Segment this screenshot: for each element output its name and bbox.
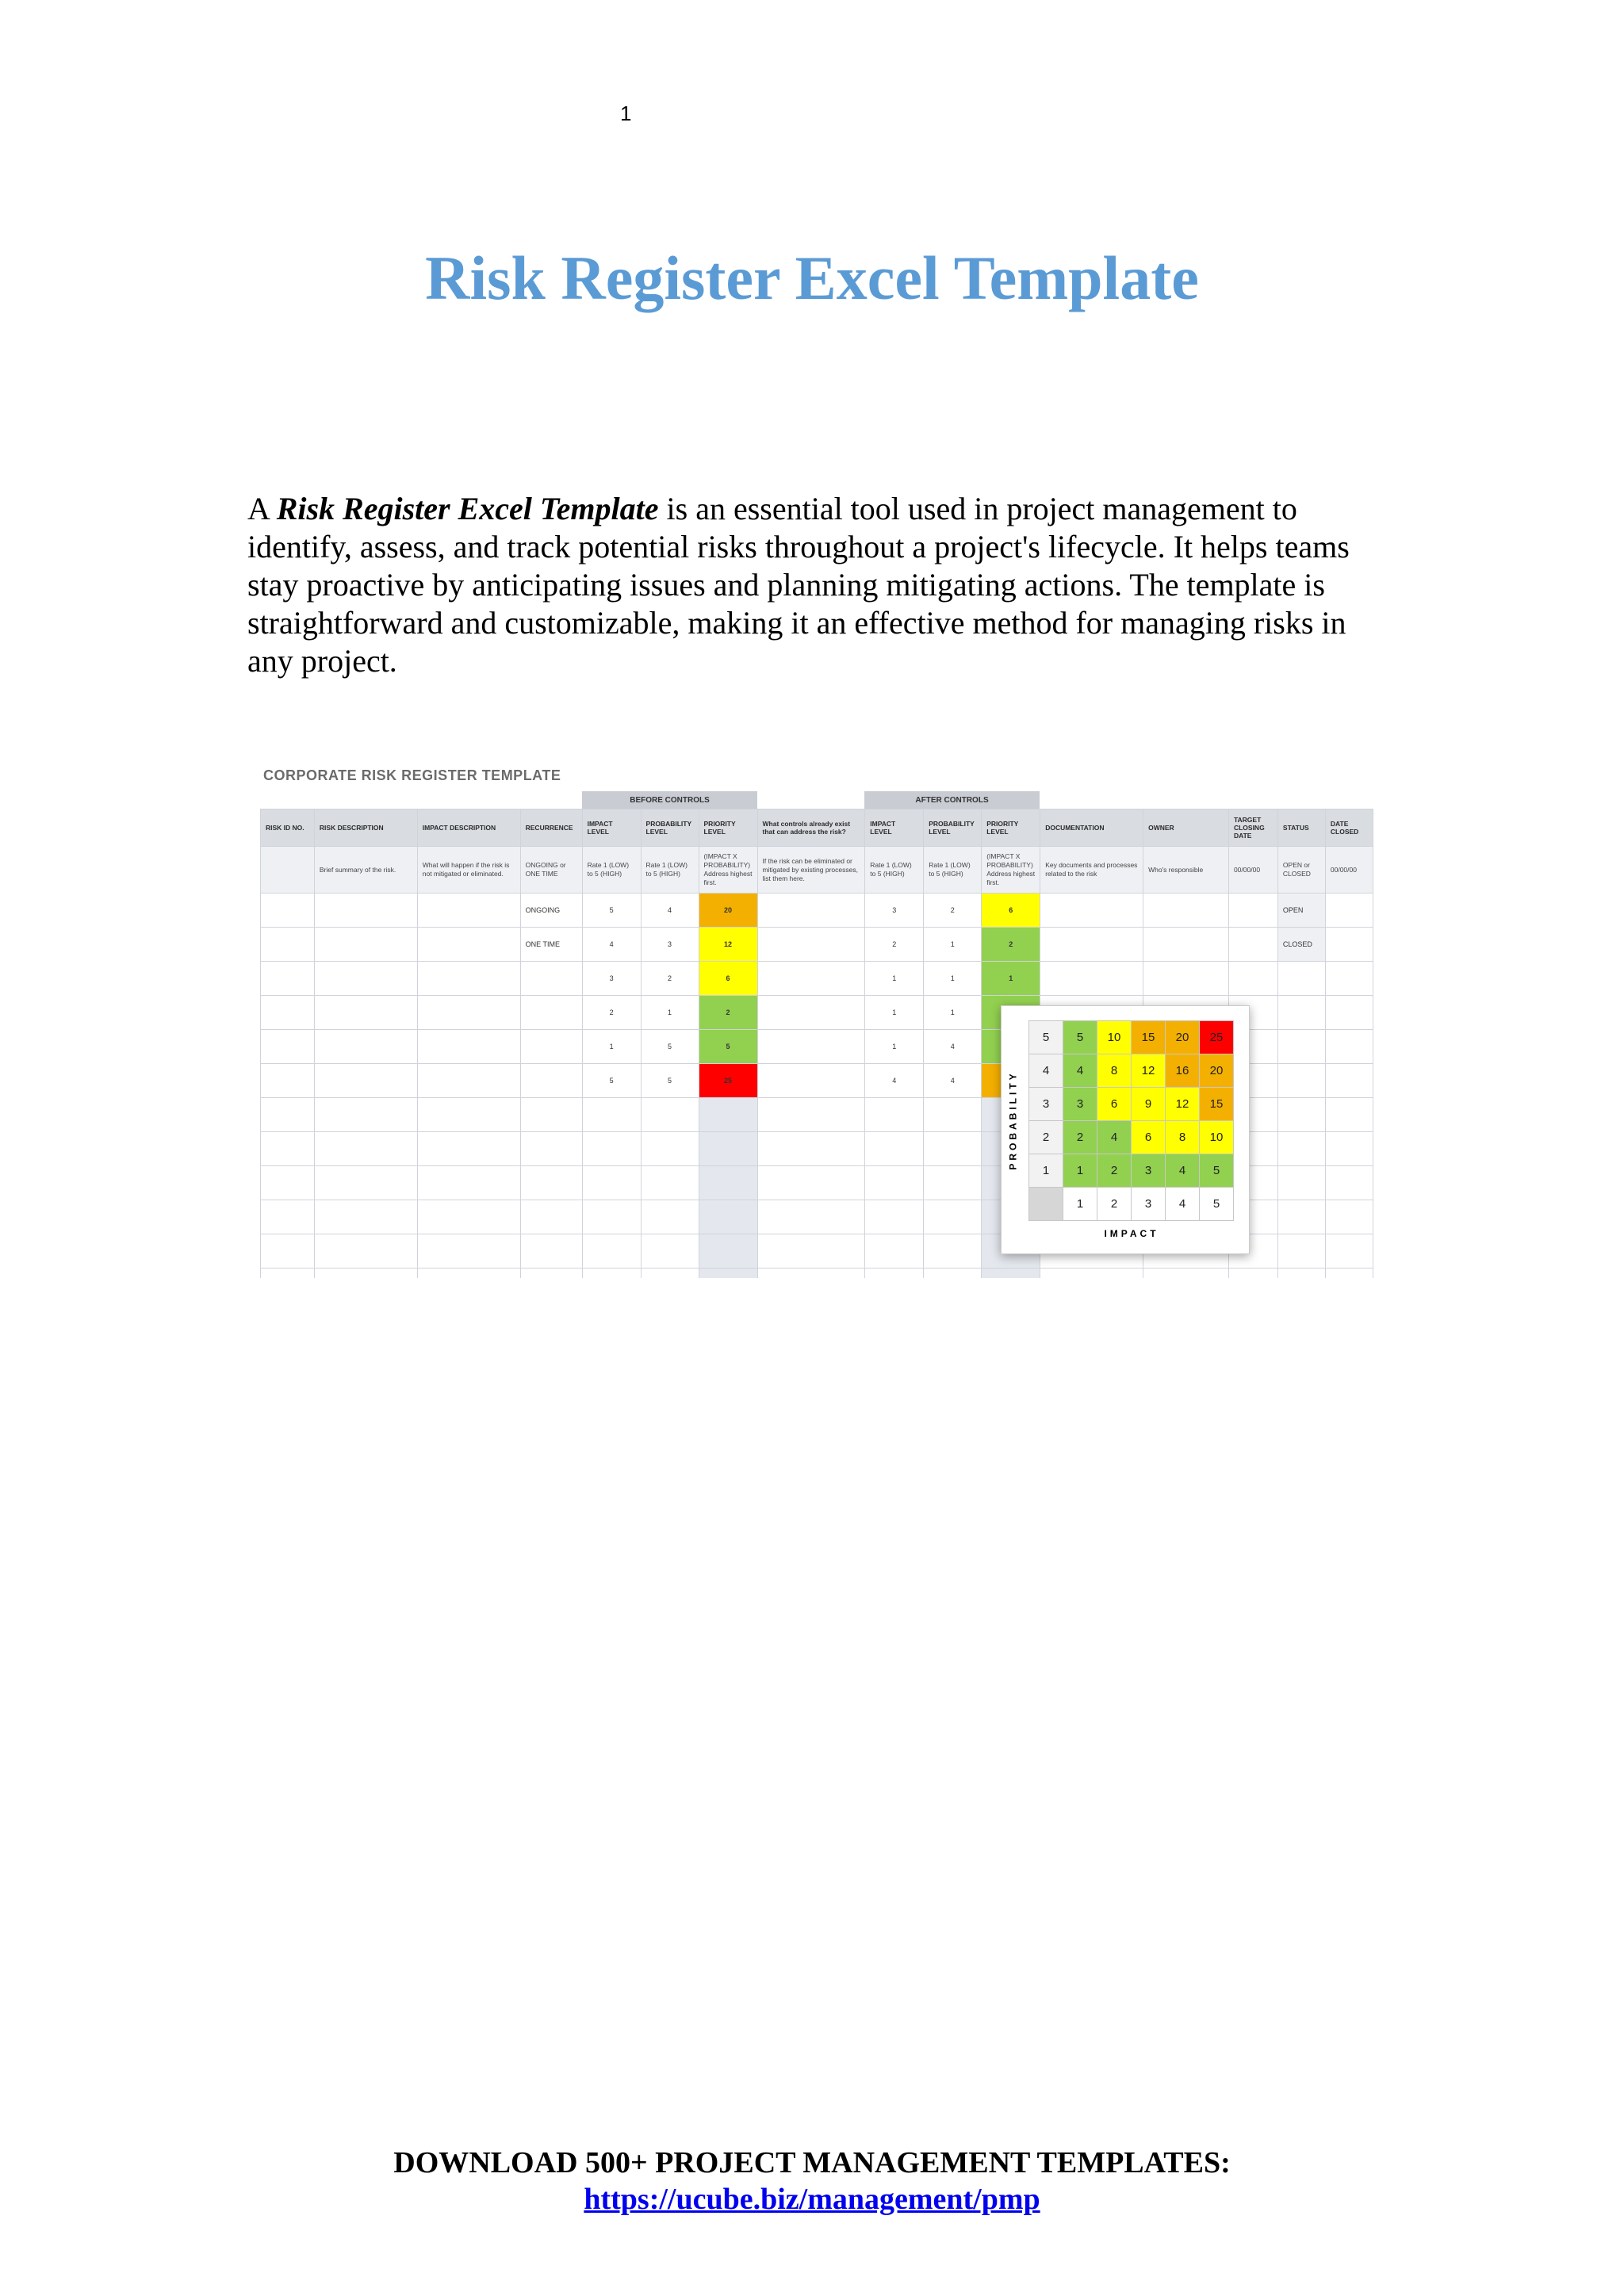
- table-cell: [582, 1200, 641, 1234]
- table-cell: [641, 1269, 699, 1279]
- column-header: DATE CLOSED: [1325, 809, 1373, 847]
- table-cell: [261, 1234, 315, 1269]
- table-cell: 1: [924, 962, 982, 996]
- heat-map-cell: 8: [1166, 1121, 1200, 1154]
- table-cell: [1325, 1234, 1373, 1269]
- heat-map-cell: 10: [1200, 1121, 1234, 1154]
- table-cell: [1325, 1200, 1373, 1234]
- table-cell: [314, 996, 417, 1030]
- heat-map-cell: 1: [1063, 1154, 1097, 1188]
- table-cell: [757, 1200, 865, 1234]
- table-cell: [641, 1200, 699, 1234]
- table-cell: 5: [582, 1064, 641, 1098]
- column-header: RECURRENCE: [520, 809, 582, 847]
- table-cell: [314, 1269, 417, 1279]
- table-cell: [1325, 928, 1373, 962]
- table-cell: 3: [865, 894, 924, 928]
- table-cell: [1040, 962, 1143, 996]
- table-cell: [417, 996, 520, 1030]
- heat-map-cell: 12: [1132, 1054, 1166, 1088]
- heat-map-cell: 20: [1200, 1054, 1234, 1088]
- table-cell: [924, 1166, 982, 1200]
- table-cell: [314, 1200, 417, 1234]
- table-cell: [699, 1234, 757, 1269]
- table-cell: [261, 1132, 315, 1166]
- probability-label: 1: [1029, 1154, 1063, 1188]
- table-cell: [261, 962, 315, 996]
- table-header-row: [261, 809, 1373, 847]
- table-cell: [924, 1200, 982, 1234]
- table-cell: [417, 1132, 520, 1166]
- table-cell: [757, 894, 865, 928]
- table-cell: [417, 1098, 520, 1132]
- table-cell: [582, 1166, 641, 1200]
- table-cell: [1277, 1098, 1325, 1132]
- column-header: TARGET CLOSING DATE: [1228, 809, 1277, 847]
- table-cell: [417, 1030, 520, 1064]
- table-cell: [314, 1098, 417, 1132]
- table-cell: [1277, 1030, 1325, 1064]
- column-description: OPEN or CLOSED: [1277, 847, 1325, 894]
- table-cell: [699, 1269, 757, 1279]
- table-cell: [1325, 894, 1373, 928]
- table-cell: ONGOING: [520, 894, 582, 928]
- table-cell: [314, 928, 417, 962]
- table-cell: 12: [699, 928, 757, 962]
- table-description-row: [261, 847, 1373, 894]
- heat-map-cell: 16: [1166, 1054, 1200, 1088]
- heat-map-cell: 5: [1063, 1021, 1097, 1054]
- table-cell: 4: [582, 928, 641, 962]
- table-cell: [1277, 1166, 1325, 1200]
- table-cell: [757, 1234, 865, 1269]
- table-cell: [520, 1166, 582, 1200]
- table-cell: [1277, 1234, 1325, 1269]
- heat-map-row: [1029, 1021, 1234, 1054]
- heat-map-cell: 4: [1166, 1154, 1200, 1188]
- table-cell: 5: [582, 894, 641, 928]
- table-cell: [757, 1098, 865, 1132]
- table-cell: [417, 1234, 520, 1269]
- heat-map-row: [1029, 1154, 1234, 1188]
- table-cell: [314, 962, 417, 996]
- probability-label: 5: [1029, 1021, 1063, 1054]
- column-description: 00/00/00: [1228, 847, 1277, 894]
- column-description: ONGOING or ONE TIME: [520, 847, 582, 894]
- table-cell: [417, 1064, 520, 1098]
- table-cell: 1: [924, 996, 982, 1030]
- probability-label: 2: [1029, 1121, 1063, 1154]
- heat-map-cell: 6: [1132, 1121, 1166, 1154]
- table-cell: [1040, 1269, 1143, 1279]
- download-cta: DOWNLOAD 500+ PROJECT MANAGEMENT TEMPLATES:: [393, 2146, 1231, 2179]
- heat-map-cell: 4: [1063, 1054, 1097, 1088]
- table-cell: 1: [865, 1030, 924, 1064]
- probability-label: 4: [1029, 1054, 1063, 1088]
- probability-label: 3: [1029, 1088, 1063, 1121]
- table-cell: [1277, 962, 1325, 996]
- table-cell: [699, 1200, 757, 1234]
- heat-map-row: [1029, 1088, 1234, 1121]
- table-cell: 3: [582, 962, 641, 996]
- column-description: Key documents and processes related to the risk: [1040, 847, 1143, 894]
- heat-map-cell: 15: [1200, 1088, 1234, 1121]
- table-cell: [261, 996, 315, 1030]
- table-cell: [1325, 1132, 1373, 1166]
- table-cell: [1277, 996, 1325, 1030]
- page-title: Risk Register Excel Template: [425, 243, 1199, 312]
- table-cell: [520, 1098, 582, 1132]
- impact-label: 1: [1063, 1188, 1097, 1221]
- column-description: 00/00/00: [1325, 847, 1373, 894]
- table-cell: [520, 1234, 582, 1269]
- column-header: PRIORITY LEVEL: [699, 809, 757, 847]
- table-cell: 2: [865, 928, 924, 962]
- table-cell: [699, 1098, 757, 1132]
- table-cell: 1: [865, 962, 924, 996]
- column-header: What controls already exist that can address the risk?: [757, 809, 865, 847]
- sheet-title: CORPORATE RISK REGISTER TEMPLATE: [263, 767, 561, 783]
- heat-map-cell: 12: [1166, 1088, 1200, 1121]
- column-header: DOCUMENTATION: [1040, 809, 1143, 847]
- table-cell: [757, 996, 865, 1030]
- impact-label: 5: [1200, 1188, 1234, 1221]
- table-cell: [261, 1166, 315, 1200]
- table-cell: [261, 1064, 315, 1098]
- table-cell: [1325, 996, 1373, 1030]
- table-cell: [865, 1166, 924, 1200]
- column-header: RISK ID NO.: [261, 809, 315, 847]
- table-cell: [1040, 928, 1143, 962]
- table-cell: 1: [641, 996, 699, 1030]
- heat-map-cell: 6: [1097, 1088, 1132, 1121]
- table-cell: 3: [641, 928, 699, 962]
- table-cell: [1325, 1064, 1373, 1098]
- table-cell: 2: [699, 996, 757, 1030]
- table-cell: 2: [924, 894, 982, 928]
- table-cell: [417, 1269, 520, 1279]
- table-cell: 4: [924, 1030, 982, 1064]
- table-cell: [520, 962, 582, 996]
- table-cell: [699, 1166, 757, 1200]
- table-cell: [757, 962, 865, 996]
- probability-axis-label: PROBABILITY: [1008, 1070, 1019, 1170]
- table-cell: [582, 1234, 641, 1269]
- column-header: STATUS: [1277, 809, 1325, 847]
- table-cell: [1143, 894, 1229, 928]
- table-cell: 6: [982, 894, 1040, 928]
- table-cell: [582, 1132, 641, 1166]
- table-cell: 20: [699, 894, 757, 928]
- table-cell: 2: [582, 996, 641, 1030]
- intro-article: A: [247, 491, 277, 526]
- column-description: Rate 1 (LOW) to 5 (HIGH): [924, 847, 982, 894]
- table-cell: [261, 1269, 315, 1279]
- table-cell: [1277, 1064, 1325, 1098]
- table-cell: 5: [641, 1064, 699, 1098]
- table-cell: [1325, 1269, 1373, 1279]
- heat-map-cell: 5: [1200, 1154, 1234, 1188]
- heat-map-corner: [1029, 1188, 1063, 1221]
- column-header: IMPACT LEVEL: [582, 809, 641, 847]
- table-row: [261, 1269, 1373, 1279]
- column-description: [261, 847, 315, 894]
- table-cell: [417, 894, 520, 928]
- table-cell: 6: [699, 962, 757, 996]
- table-cell: 5: [641, 1030, 699, 1064]
- heat-map-row: [1029, 1121, 1234, 1154]
- column-description: What will happen if the risk is not mitigated or eliminated.: [417, 847, 520, 894]
- table-cell: 1: [865, 996, 924, 1030]
- table-cell: 1: [582, 1030, 641, 1064]
- table-cell: [1228, 894, 1277, 928]
- table-cell: CLOSED: [1277, 928, 1325, 962]
- table-cell: [582, 1269, 641, 1279]
- table-cell: [1040, 894, 1143, 928]
- table-cell: [1277, 1132, 1325, 1166]
- table-cell: [757, 1166, 865, 1200]
- heat-map-cell: 9: [1132, 1088, 1166, 1121]
- table-cell: [865, 1234, 924, 1269]
- column-header: OWNER: [1143, 809, 1229, 847]
- table-cell: [1143, 962, 1229, 996]
- table-cell: [757, 1269, 865, 1279]
- intro-body: is an essential tool used in project management to identify, assess, and track potential risks throughout a project's lifecycle. It helps teams stay proactive by anticipating issues and planning mitigating actions. The template is straightforward and customizable, making it an effective method for managing risks in any project.: [247, 491, 1350, 679]
- table-cell: 1: [924, 928, 982, 962]
- impact-label: 3: [1132, 1188, 1166, 1221]
- table-cell: [924, 1234, 982, 1269]
- table-cell: [314, 1166, 417, 1200]
- table-cell: [314, 894, 417, 928]
- table-cell: [924, 1098, 982, 1132]
- table-cell: [924, 1269, 982, 1279]
- before-controls-group-header: BEFORE CONTROLS: [582, 791, 757, 809]
- column-header: IMPACT LEVEL: [865, 809, 924, 847]
- table-cell: [520, 1200, 582, 1234]
- column-header: IMPACT DESCRIPTION: [417, 809, 520, 847]
- table-cell: [261, 894, 315, 928]
- heat-map-cell: 2: [1097, 1154, 1132, 1188]
- heat-map-cell: 10: [1097, 1021, 1132, 1054]
- table-cell: [757, 1132, 865, 1166]
- table-cell: [865, 1132, 924, 1166]
- heat-map-cell: 4: [1097, 1121, 1132, 1154]
- table-cell: [417, 928, 520, 962]
- table-cell: [261, 928, 315, 962]
- table-cell: [261, 1098, 315, 1132]
- column-header: PROBABILITY LEVEL: [924, 809, 982, 847]
- impact-label: 4: [1166, 1188, 1200, 1221]
- heat-map-row: [1029, 1054, 1234, 1088]
- table-cell: 5: [699, 1030, 757, 1064]
- column-description: (IMPACT X PROBABILITY) Address highest first.: [699, 847, 757, 894]
- intro-paragraph: [247, 490, 1389, 680]
- table-cell: 4: [924, 1064, 982, 1098]
- table-cell: [1228, 1269, 1277, 1279]
- table-cell: [1277, 1269, 1325, 1279]
- heat-map-cell: 3: [1132, 1154, 1166, 1188]
- download-link[interactable]: https://ucube.biz/management/pmp: [584, 2183, 1040, 2216]
- table-cell: [261, 1200, 315, 1234]
- column-description: Who's responsible: [1143, 847, 1229, 894]
- table-cell: 4: [641, 894, 699, 928]
- table-row: [261, 962, 1373, 996]
- table-cell: [1325, 1098, 1373, 1132]
- table-cell: [520, 1269, 582, 1279]
- heat-map-cell: 2: [1063, 1121, 1097, 1154]
- table-cell: 2: [641, 962, 699, 996]
- table-cell: [314, 1132, 417, 1166]
- table-cell: [982, 1269, 1040, 1279]
- table-cell: [641, 1166, 699, 1200]
- risk-heat-map: [1001, 1005, 1250, 1254]
- table-cell: [865, 1200, 924, 1234]
- impact-label: 2: [1097, 1188, 1132, 1221]
- table-cell: [1228, 928, 1277, 962]
- column-header: PROBABILITY LEVEL: [641, 809, 699, 847]
- table-cell: [1143, 1269, 1229, 1279]
- column-header: RISK DESCRIPTION: [314, 809, 417, 847]
- table-row: [261, 894, 1373, 928]
- column-header: PRIORITY LEVEL: [982, 809, 1040, 847]
- heat-map-grid: [1028, 1020, 1234, 1221]
- table-cell: [1277, 1200, 1325, 1234]
- table-cell: [417, 1166, 520, 1200]
- table-cell: [699, 1132, 757, 1166]
- table-cell: [865, 1098, 924, 1132]
- intro-emphasis: Risk Register Excel Template: [276, 491, 659, 526]
- table-cell: 1: [982, 962, 1040, 996]
- table-cell: 25: [699, 1064, 757, 1098]
- table-cell: [1325, 1030, 1373, 1064]
- table-cell: OPEN: [1277, 894, 1325, 928]
- table-cell: [417, 962, 520, 996]
- column-description: Rate 1 (LOW) to 5 (HIGH): [582, 847, 641, 894]
- heat-map-cell: 20: [1166, 1021, 1200, 1054]
- column-description: Rate 1 (LOW) to 5 (HIGH): [641, 847, 699, 894]
- table-cell: [520, 1030, 582, 1064]
- table-cell: [582, 1098, 641, 1132]
- table-cell: ONE TIME: [520, 928, 582, 962]
- table-cell: 4: [865, 1064, 924, 1098]
- table-cell: [641, 1234, 699, 1269]
- heat-map-cell: 15: [1132, 1021, 1166, 1054]
- table-cell: [1325, 1166, 1373, 1200]
- table-cell: [314, 1064, 417, 1098]
- table-cell: [261, 1030, 315, 1064]
- table-cell: [865, 1269, 924, 1279]
- table-cell: [520, 1064, 582, 1098]
- table-cell: [314, 1234, 417, 1269]
- probability-axis: [1003, 1049, 1024, 1192]
- impact-axis-label: IMPACT: [1104, 1228, 1159, 1239]
- table-cell: [520, 1132, 582, 1166]
- table-cell: [1143, 928, 1229, 962]
- table-cell: [314, 1030, 417, 1064]
- table-cell: [924, 1132, 982, 1166]
- table-cell: [757, 928, 865, 962]
- table-cell: 2: [982, 928, 1040, 962]
- table-cell: [1325, 962, 1373, 996]
- heat-map-cell: 25: [1200, 1021, 1234, 1054]
- page-number: 1: [620, 101, 632, 125]
- table-cell: [641, 1098, 699, 1132]
- after-controls-group-header: AFTER CONTROLS: [864, 791, 1040, 809]
- table-cell: [757, 1064, 865, 1098]
- table-cell: [641, 1132, 699, 1166]
- column-description: Brief summary of the risk.: [314, 847, 417, 894]
- column-description: Rate 1 (LOW) to 5 (HIGH): [865, 847, 924, 894]
- heat-map-cell: 3: [1063, 1088, 1097, 1121]
- column-description: If the risk can be eliminated or mitigated by existing processes, list them here.: [757, 847, 865, 894]
- heat-map-cell: 8: [1097, 1054, 1132, 1088]
- impact-label-row: [1029, 1188, 1234, 1221]
- table-cell: [757, 1030, 865, 1064]
- table-cell: [520, 996, 582, 1030]
- table-row: [261, 928, 1373, 962]
- table-cell: [1228, 962, 1277, 996]
- table-cell: [417, 1200, 520, 1234]
- column-description: (IMPACT X PROBABILITY) Address highest first.: [982, 847, 1040, 894]
